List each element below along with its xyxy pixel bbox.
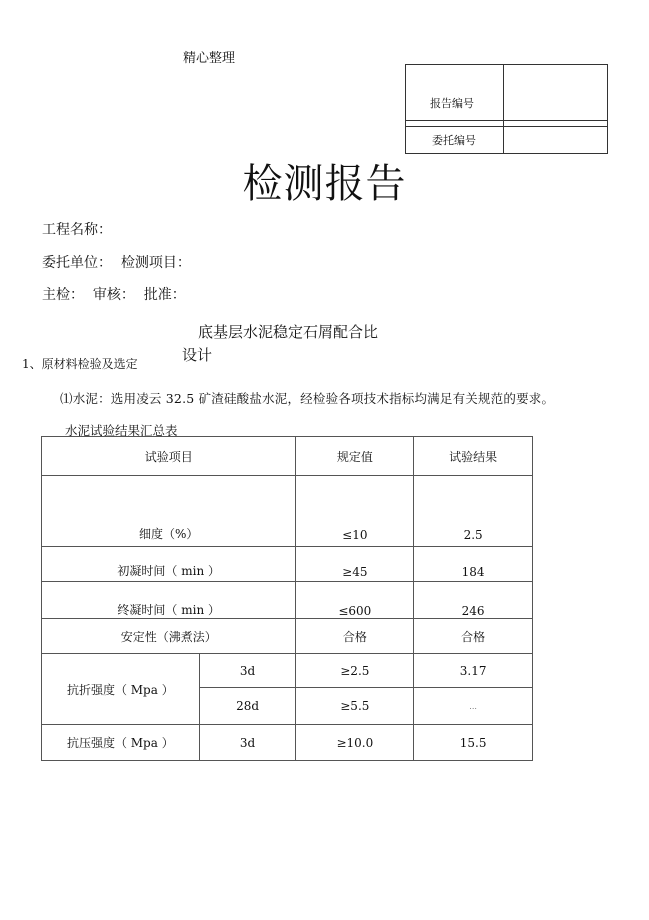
table-header-row <box>42 437 533 476</box>
meta-divider <box>503 65 504 153</box>
table-cell: 合格 <box>296 619 414 654</box>
report-meta-box <box>405 64 608 154</box>
header-cell: 试验结果 <box>414 437 533 476</box>
table-cell: 抗压强度（ Mpa ） <box>42 725 200 761</box>
table-cell: 初凝时间（ min ） <box>42 547 296 582</box>
table-cell: 184 <box>414 547 533 582</box>
table-cell: ≥45 <box>296 547 414 582</box>
header-cell: 试验项目 <box>42 437 296 476</box>
commission-no-label: 委托编号 <box>432 134 476 147</box>
table-cell: 2.5 <box>414 476 533 547</box>
table-cell: 安定性（沸煮法） <box>42 619 296 654</box>
table-cell: 246 <box>414 582 533 619</box>
table-cell: ≤10 <box>296 476 414 547</box>
table-cell: 15.5 <box>414 725 533 761</box>
header-cell: 规定值 <box>296 437 414 476</box>
table-cell: 抗折强度（ Mpa ） <box>42 654 200 725</box>
table-caption: 水泥试验结果汇总表 <box>65 423 178 438</box>
table-row <box>42 654 533 688</box>
table-row <box>42 476 533 547</box>
table-cell: 3d <box>199 725 296 761</box>
table-row <box>42 547 533 582</box>
table-cell: 细度（%） <box>42 476 296 547</box>
cement-results-table <box>41 436 533 761</box>
table-row <box>42 725 533 761</box>
cement-paragraph: ⑴水泥：选用凌云 32.5 矿渣硅酸盐水泥，经检验各项技术指标均满足有关规范的要求。 <box>60 391 555 406</box>
table-cell: 3d <box>199 654 296 688</box>
table-row <box>42 582 533 619</box>
table-cell: ... <box>414 688 533 725</box>
meta-divider <box>406 126 607 127</box>
header-note: 精心整理 <box>183 51 236 66</box>
table-cell: ≥2.5 <box>296 654 414 688</box>
project-name-field: 工程名称： <box>42 222 112 238</box>
table-cell: 终凝时间（ min ） <box>42 582 296 619</box>
report-title: 检测报告 <box>242 161 407 207</box>
meta-divider <box>406 120 607 121</box>
table-row <box>42 619 533 654</box>
section-title-continued: 设计 <box>182 346 213 364</box>
table-cell: 合格 <box>414 619 533 654</box>
table-cell: ≥5.5 <box>296 688 414 725</box>
table-cell: 28d <box>199 688 296 725</box>
table-cell: ≥10.0 <box>296 725 414 761</box>
table-cell: ≤600 <box>296 582 414 619</box>
section-title: 底基层水泥稳定石屑配合比 <box>198 323 379 341</box>
table-cell: 3.17 <box>414 654 533 688</box>
section-heading: 1、原材料检验及选定 <box>22 357 138 371</box>
client-field: 委托单位： 检测项目： <box>42 255 191 271</box>
signature-field: 主检： 审核： 批准： <box>42 287 186 303</box>
report-no-label: 报告编号 <box>430 97 474 110</box>
